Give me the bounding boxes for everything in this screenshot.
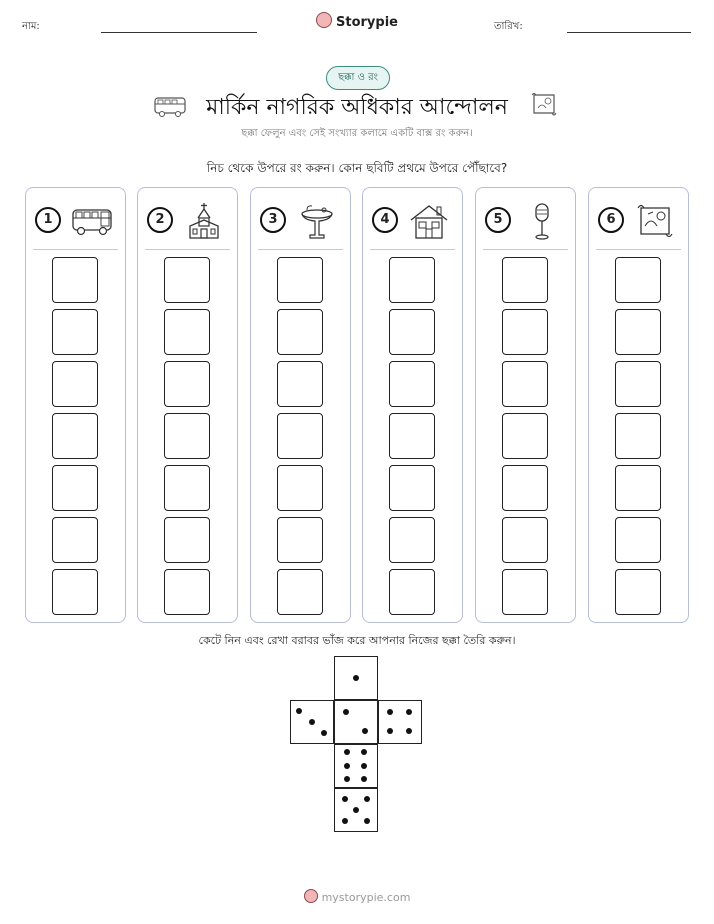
color-box[interactable] bbox=[389, 517, 435, 563]
color-box[interactable] bbox=[615, 257, 661, 303]
pip bbox=[343, 709, 349, 715]
pip bbox=[342, 796, 348, 802]
color-box[interactable] bbox=[277, 465, 323, 511]
church-icon bbox=[182, 202, 226, 240]
divider bbox=[33, 249, 118, 250]
color-box[interactable] bbox=[164, 309, 210, 355]
scroll-icon bbox=[633, 202, 677, 240]
color-box[interactable] bbox=[52, 309, 98, 355]
storypie-bear-icon bbox=[304, 889, 318, 903]
color-box[interactable] bbox=[164, 257, 210, 303]
color-box[interactable] bbox=[277, 257, 323, 303]
color-box[interactable] bbox=[502, 309, 548, 355]
pip bbox=[309, 719, 315, 725]
color-box[interactable] bbox=[52, 517, 98, 563]
color-box[interactable] bbox=[389, 569, 435, 615]
pip bbox=[342, 818, 348, 824]
column-number: 4 bbox=[372, 207, 398, 233]
page-title: মার্কিন নাগরিক অধিকার আন্দোলন bbox=[206, 95, 508, 120]
column-6 bbox=[588, 187, 689, 623]
color-box[interactable] bbox=[615, 569, 661, 615]
color-box[interactable] bbox=[615, 517, 661, 563]
dice-and-color-tag: ছক্কা ও রং bbox=[326, 66, 390, 90]
color-box[interactable] bbox=[52, 413, 98, 459]
title-scroll-icon bbox=[530, 92, 558, 118]
water-fountain-icon bbox=[295, 202, 339, 240]
microphone-icon bbox=[520, 202, 564, 240]
pip bbox=[387, 728, 393, 734]
date-label: তারিখ: bbox=[494, 21, 523, 32]
color-box[interactable] bbox=[389, 413, 435, 459]
dice-face-4 bbox=[378, 700, 422, 744]
color-box[interactable] bbox=[615, 309, 661, 355]
color-box[interactable] bbox=[502, 361, 548, 407]
color-box[interactable] bbox=[615, 413, 661, 459]
column-1 bbox=[25, 187, 126, 623]
cut-instruction: কেটে নিন এবং রেখা বরাবর ভাঁজ করে আপনার নিজের ছক্কা তৈরি করুন। bbox=[198, 634, 516, 647]
column-number: 6 bbox=[598, 207, 624, 233]
brand-name: Storypie bbox=[336, 15, 398, 30]
column-number: 5 bbox=[485, 207, 511, 233]
pip bbox=[364, 818, 370, 824]
divider bbox=[483, 249, 568, 250]
footer-text: mystorypie.com bbox=[321, 891, 411, 904]
color-box[interactable] bbox=[389, 465, 435, 511]
column-number: 1 bbox=[35, 207, 61, 233]
footer-url bbox=[0, 889, 714, 904]
pip bbox=[353, 807, 359, 813]
column-number: 3 bbox=[260, 207, 286, 233]
color-box[interactable] bbox=[164, 569, 210, 615]
pip bbox=[296, 708, 302, 714]
color-box[interactable] bbox=[164, 413, 210, 459]
color-box[interactable] bbox=[615, 465, 661, 511]
column-2 bbox=[137, 187, 238, 623]
pip bbox=[321, 730, 327, 736]
pip bbox=[353, 675, 359, 681]
dice-face-2 bbox=[334, 700, 378, 744]
color-box[interactable] bbox=[502, 517, 548, 563]
instruction: নিচ থেকে উপরে রং করুন। কোন ছবিটি প্রথমে উপরে পৌঁছাবে? bbox=[206, 161, 508, 175]
color-box[interactable] bbox=[52, 257, 98, 303]
pip bbox=[344, 749, 350, 755]
color-box[interactable] bbox=[277, 413, 323, 459]
color-box[interactable] bbox=[164, 361, 210, 407]
divider bbox=[145, 249, 230, 250]
color-box[interactable] bbox=[52, 465, 98, 511]
color-box[interactable] bbox=[277, 517, 323, 563]
name-line[interactable] bbox=[101, 32, 257, 33]
date-line[interactable] bbox=[567, 32, 691, 33]
column-4 bbox=[362, 187, 463, 623]
column-5 bbox=[475, 187, 576, 623]
color-box[interactable] bbox=[502, 569, 548, 615]
name-label: নাম: bbox=[22, 21, 40, 32]
subtitle: ছক্কা ফেলুন এবং সেই সংখ্যার কলামে একটি বাক্স রং করুন। bbox=[241, 128, 473, 139]
color-box[interactable] bbox=[277, 309, 323, 355]
color-box[interactable] bbox=[502, 465, 548, 511]
column-3 bbox=[250, 187, 351, 623]
pip bbox=[406, 709, 412, 715]
bus-icon bbox=[70, 202, 114, 240]
dice-face-5 bbox=[334, 788, 378, 832]
color-box[interactable] bbox=[52, 569, 98, 615]
pip bbox=[364, 796, 370, 802]
brand-logo bbox=[0, 12, 714, 30]
color-box[interactable] bbox=[389, 361, 435, 407]
pip bbox=[344, 763, 350, 769]
divider bbox=[370, 249, 455, 250]
color-box[interactable] bbox=[615, 361, 661, 407]
pip bbox=[361, 749, 367, 755]
pip bbox=[387, 709, 393, 715]
house-icon bbox=[407, 202, 451, 240]
color-box[interactable] bbox=[277, 569, 323, 615]
color-box[interactable] bbox=[502, 257, 548, 303]
pip bbox=[344, 776, 350, 782]
pip bbox=[362, 728, 368, 734]
pip bbox=[406, 728, 412, 734]
color-box[interactable] bbox=[502, 413, 548, 459]
pip bbox=[361, 776, 367, 782]
color-box[interactable] bbox=[277, 361, 323, 407]
column-number: 2 bbox=[147, 207, 173, 233]
dice-face-3 bbox=[290, 700, 334, 744]
storypie-bear-icon bbox=[316, 12, 332, 28]
divider bbox=[258, 249, 343, 250]
color-box[interactable] bbox=[389, 309, 435, 355]
color-box[interactable] bbox=[164, 465, 210, 511]
color-box[interactable] bbox=[52, 361, 98, 407]
dice-face-1 bbox=[334, 656, 378, 700]
color-box[interactable] bbox=[389, 257, 435, 303]
pip bbox=[361, 763, 367, 769]
dice-face-6 bbox=[334, 744, 378, 788]
color-box[interactable] bbox=[164, 517, 210, 563]
divider bbox=[596, 249, 681, 250]
